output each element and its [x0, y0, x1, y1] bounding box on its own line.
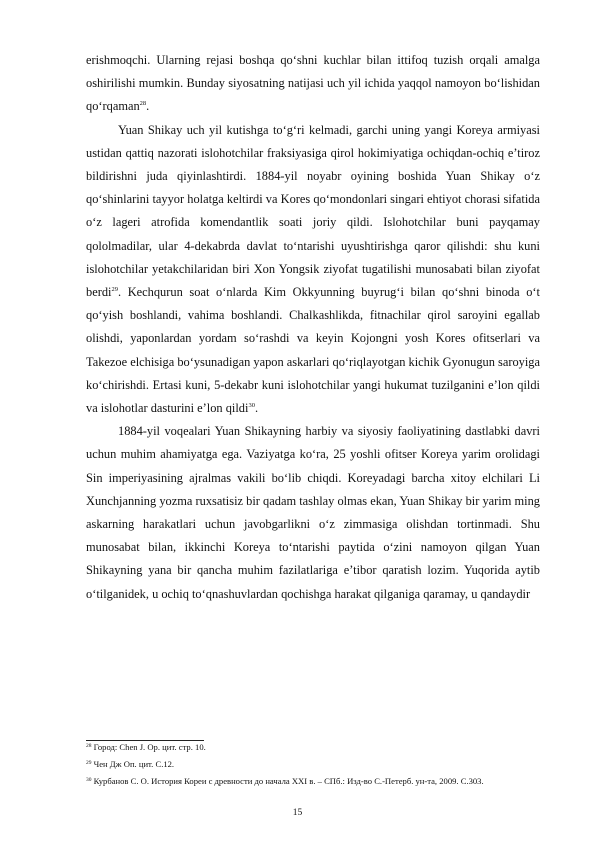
footnote-29	[86, 759, 540, 770]
footnote-28	[86, 742, 540, 753]
footnote-30	[86, 776, 540, 787]
footnote-text: Город: Chen J. Op. цит. стр. 10.	[93, 742, 206, 752]
paragraph-3	[86, 420, 540, 606]
paragraph-2	[86, 119, 540, 421]
main-text	[86, 49, 540, 606]
paragraph-tail: . Kechqurun soat o‘nlarda Kim Okkyunning buyrug‘i bilan qo‘shni binoda o‘t qo‘yish boshlandi, vahima boshlandi. Chalkashlikda, fitnachilar qirol saroyini egallab olishdi, yaponlardan yordam so‘rashdi va keyin Kojongni yosh Kores ofitserlari va Takezoe elchisiga bo‘ysunadigan yapon askarlari qo‘riqlayotgan kichik Gyonugun saroyiga ko‘chirishdi. Ertasi kuni, 5-dekabr kuni islohotchilar yangi hukumat tuzilganini e’lon qildi va islohotlar dasturini e’lon qildi	[86, 285, 541, 416]
paragraph-text: erishmoqchi. Ularning rejasi boshqa qo‘shni kuchlar bilan ittifoq tuzish orqali amalga oshirilishi mumkin. Bunday siyosatning natijasi uch yil ichida yaqqol namoyon bo‘lishidan qo‘rqaman	[86, 53, 540, 114]
footnote-number: 29	[86, 760, 92, 766]
page-number: 15	[292, 808, 303, 818]
footnote-ref[interactable]: 29	[111, 286, 118, 294]
paragraph-1	[86, 49, 540, 119]
footnote-text: Чен Дж Оп. цит. С.12.	[93, 759, 175, 769]
paragraph-text: 1884-yil voqealari Yuan Shikayning harbiy va siyosiy faoliyatining dastlabki davri uchun muhim ahamiyatga ega. Vaziyatga ko‘ra, 25 yoshli ofitser Koreya yarim orolidagi Sin imperiyasining ajralmas vakili bo‘lib chiqdi. Koreyadagi barcha xitoy elchilari Li Xunchjanning yozma ruxsatisiz bir qadam tashlay olmas ekan, Yuan Shikay bir yarim ming askarning harakatlari uchun javobgarlikni o‘z zimmasiga olishdan tortinmadi. Shu munosabat bilan, ikkinchi Koreya to‘ntarishi paytida o‘zini namoyon qilgan Yuan Shikayning yana bir qancha muhim fazilatlariga e’tibor qaratish lozim. Yuqorida aytib o‘tilganidek, u ochiq to‘qnashuvlardan qochishga harakat qilganiga qaramay, u qandaydir	[86, 424, 540, 601]
paragraph-text: Yuan Shikay uch yil kutishga to‘g‘ri kelmadi, garchi uning yangi Koreya armiyasi ustidan qattiq nazorati islohotchilar fraksiyasiga qirol hokimiyatiga ochiqdan-ochiq e’tiroz bildirishni juda qiyinlashtirdi. 1884-yil noyabr oyining boshida Yuan Shikay o‘z qo‘shinlarini tayyor holatga keltirdi va Kores qo‘mondonlari singari ehtiyot chorasi sifatida o‘z lageri atrofida komendantlik soati joriy qildi. Islohotchilar buni payqamay qololmadilar, ular 4-dekabrda davlat to‘ntarishi uyushtirishga qaror qilishdi: shu kuni islohotchilar yetakchilaridan biri Xon Yongsik ziyofat tugatilishi munosabati bilan ziyofat berdi	[86, 122, 540, 300]
paragraph-tail: .	[146, 99, 150, 114]
footnote-text: Курбанов С. О. История Кореи с древности до начала XXI в. – СПб.: Изд-во С.-Петерб. ун-та, 2009. С.303.	[93, 776, 484, 786]
footnote-ref[interactable]: 28	[139, 100, 147, 108]
paragraph-tail: .	[254, 401, 259, 416]
footnote-number: 30	[86, 777, 92, 783]
footnote-ref[interactable]: 30	[248, 402, 255, 410]
footnote-separator	[86, 740, 204, 741]
footnote-number: 28	[86, 743, 92, 749]
footnotes	[86, 742, 540, 793]
